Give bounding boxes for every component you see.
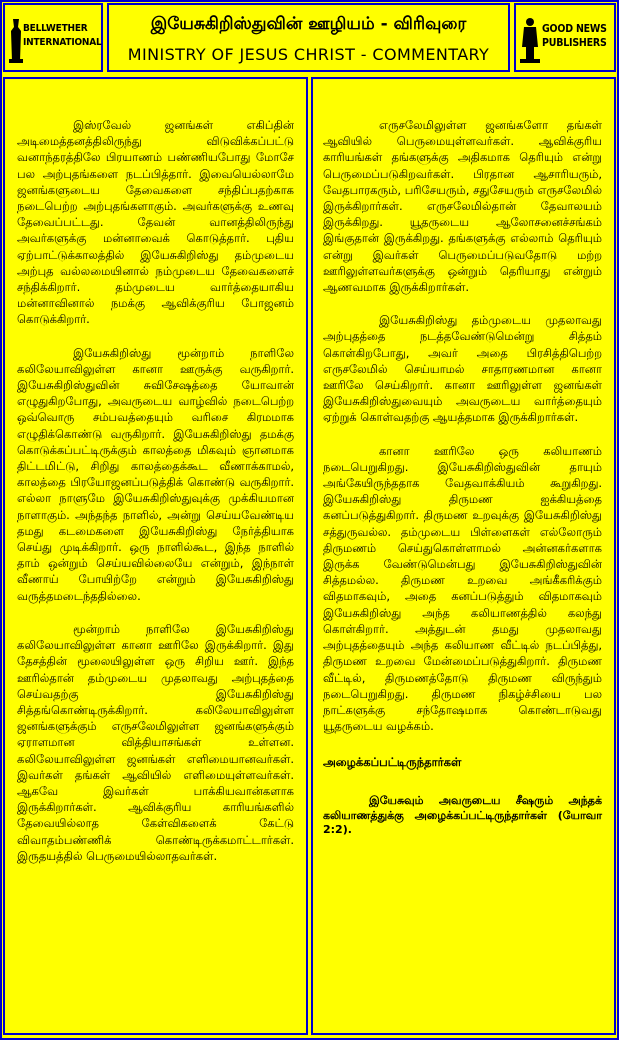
page-title-tamil: இயேசுகிறிஸ்துவின் ஊழியம் - விரிவுரை (150, 14, 467, 34)
book-figure-icon (520, 17, 540, 63)
page-title-english: MINISTRY OF JESUS CHRIST - COMMENTARY (127, 45, 490, 64)
logo-line-1: GOOD NEWS (542, 23, 607, 35)
paragraph: இயேசுகிறிஸ்து தம்முடைய முதலாவது அற்புதத்தை நடத்தவேண்டுமென்று சித்தம் கொள்கிறபோது, அவர் அதை பிரசித்திபெற்ற எருசலேமில் செய்யாமல் சாதாரணமான கானா ஊரிலே செய்கிறார். கானா ஊரிலுள்ள ஜனங்கள் இயேசுகிறிஸ்துவையும் அவருடைய வார்த்தையும் ஏற்றுக் கொள்வதற்கு ஆயத்தமாக இருக்கிறார்கள். (323, 313, 602, 425)
logo-line-1: BELLWETHER (23, 23, 88, 34)
logo-line-2: INTERNATIONAL (23, 37, 102, 48)
paragraph: கானா ஊரிலே ஒரு கலியாணம் நடைபெறுகிறது. இயேசுகிறிஸ்துவின் தாயும் அங்கேயிருந்ததாக வேதவாக்கியம் கூறுகிறது. இயேசுகிறிஸ்து திருமண ஐக்கியத்தை கனப்படுத்துகிறார். திருமண உறவுக்கு இயேசுகிறிஸ்து சத்துருவல்ல. தம்முடைய பிள்ளைகள் எல்லோரும் திருமணம் செய்துகொள்ளாமல் அன்னகர்களாக இருக்க வேண்டுமென்பது இயேசுகிறிஸ்துவின் சித்தமல்ல. திருமண உறவை அங்கீகரிக்கும் விதமாகவும், அதை கனப்படுத்தும் விதமாகவும் இயேசுகிறிஸ்து அந்த கலியாணத்தில் கலந்து கொள்கிறார். அத்துடன் தமது முதலாவது அற்புதத்தையும் அந்த கலியாண வீட்டில் நடப்பித்து, திருமண உறவை மேன்மைப்படுத்துகிறார். திருமண வீட்டில், திருமணத்தோடு திருமண விருந்தும் நடைபெறுகிறது. திருமண நிகழ்ச்சியை பல நாட்களுக்கு சந்தோஷமாக கொண்டாடுவது யூதருடைய வழக்கம். (323, 443, 602, 734)
title-box (107, 3, 510, 72)
left-column (3, 77, 308, 1035)
good-news-logo-text (542, 22, 607, 50)
section-subheading: அழைக்கப்பட்டிருந்தார்கள் (323, 755, 462, 770)
paragraph: இயேசுகிறிஸ்து மூன்றாம் நாளிலே கலிலேயாவிலுள்ள கானா ஊருக்கு வருகிறார். இயேசுகிறிஸ்துவின் சுவிசேஷத்தை யோவான் எழுதுகிறபோது, அவருடைய வாழ்வில் நடைபெற்ற ஒவ்வொரு சம்பவத்தையும் வரிசை கிரமமாக எழுதிக்கொண்டு வருகிறார். இயேசுகிறிஸ்து தமக்கு கொடுக்கப்பட்டிருக்கும் காலத்தை மிகவும் ஞானமாக திட்டமிட்டு, சிறிது காலத்தைக்கூட வீணாக்காமல், காலத்தை பிரயோஜனப்படுத்திக் கொண்டு வருகிறார். எல்லா நாளுமே இயேசுகிறிஸ்துவுக்கு முக்கியமான நாளாகும். அந்தந்த நாளில், அன்று செய்யவேண்டிய தமது கடமைகளை இயேசுகிறிஸ்து நேர்த்தியாக செய்து முடிக்கிறார். ஒரு நாளில்கூட, இந்த நாளில் தாம் ஒன்றும் செய்யவில்லையே என்றும், இந்நாள் வீணாய் போயிற்றே என்றும் இயேசுகிறிஸ்து வருத்தமடைந்ததில்லை. (17, 345, 294, 603)
bellwether-logo-box (3, 3, 103, 72)
good-news-logo-box (514, 3, 616, 72)
right-column (311, 77, 616, 1035)
scripture-verse: இயேசுவும் அவருடைய சீஷரும் அந்தக் கலியாணத்துக்கு அழைக்கப்பட்டிருந்தார்கள் (யோவா 2:2). (323, 794, 602, 837)
logo-line-2: PUBLISHERS (542, 37, 607, 49)
paragraph: இஸ்ரவேல் ஜனங்கள் எகிப்தின் அடிமைத்தனத்திலிருந்து விடுவிக்கப்பட்டு வனாந்தரத்திலே பிரயாணம் பண்ணியபோது மோசே பல அற்புதங்களை நடப்பித்தார். இவையெல்லாமே ஜனங்களுடைய தேவைகளை சந்திப்பதற்காக நடைபெற்ற அற்புதங்களாகும். அவர்களுக்கு உணவு தேவைப்பட்டது. தேவன் வானத்திலிருந்து அவர்களுக்கு மன்னாவைக் கொடுத்தார். புதிய ஏற்பாட்டுக்காலத்தில் இயேசுகிறிஸ்து தம்முடைய அற்புத வல்லமையினால் நம்முடைய தேவைகளைச் சந்திக்கிறார். தம்முடைய வார்த்தையாகிய மன்னாவினால் நமக்கு ஆவிக்குரிய போஜனம் கொடுக்கிறார். (17, 118, 294, 327)
bellwether-logo-text (23, 22, 102, 50)
header (3, 3, 616, 74)
sheep-silhouette-icon (9, 17, 23, 63)
paragraph: எருசலேமிலுள்ள ஜனங்களோ தங்கள் ஆவியில் பெருமையுள்ளவர்கள். ஆவிக்குரிய காரியங்கள் தங்களுக்கு அதிகமாக தெரியும் என்று பெருமைப்படுகிறவர்கள். பிரதான ஆசாரியரும், வேதபாரகரும், பரிசேயரும், சதுசேயரும் எருசலேமில் இருக்கிறார்கள். எருசலேமில்தான் தேவாலயம் இருக்கிறது. யூதருடைய ஆலோசனைச்சங்கம் இங்குதான் இருக்கிறது. தங்களுக்கு எல்லாம் தெரியும் என்று இவர்கள் பெருமைப்படுவதோடு மற்ற ஊரிலுள்ளவர்களுக்கு ஒன்றும் தெரியாது என்றும் ஆணவமாக இருக்கிறார்கள். (323, 118, 602, 295)
paragraph: மூன்றாம் நாளிலே இயேசுகிறிஸ்து கலிலேயாவிலுள்ள கானா ஊரிலே இருக்கிறார். இது தேசத்தின் மூலையிலுள்ள ஒரு சிறிய ஊர். இந்த ஊரில்தான் தம்முடைய முதலாவது அற்புதத்தை செய்வதற்கு இயேசுகிறிஸ்து சித்தங்கொண்டிருக்கிறார். கலிலேயாவிலுள்ள ஜனங்களுக்கும் எருசலேமிலுள்ள ஜனங்களுக்கும் ஏராளமான வித்தியாசங்கள் உள்ளன. கலிலேயாவிலுள்ள ஜனங்கள் எளிமையானவர்கள். இவர்கள் தங்கள் ஆவியில் எளிமையுள்ளவர்கள். ஆகவே இவர்கள் பாக்கியவான்களாக இருக்கிறார்கள். ஆவிக்குரிய காரியங்களில் தேவையில்லாத கேள்விகளைக் கேட்டு விவாதம்பண்ணிக் கொண்டிருக்கமாட்டார்கள். இருதயத்தில் பெருமையில்லாதவர்கள். (17, 621, 294, 863)
